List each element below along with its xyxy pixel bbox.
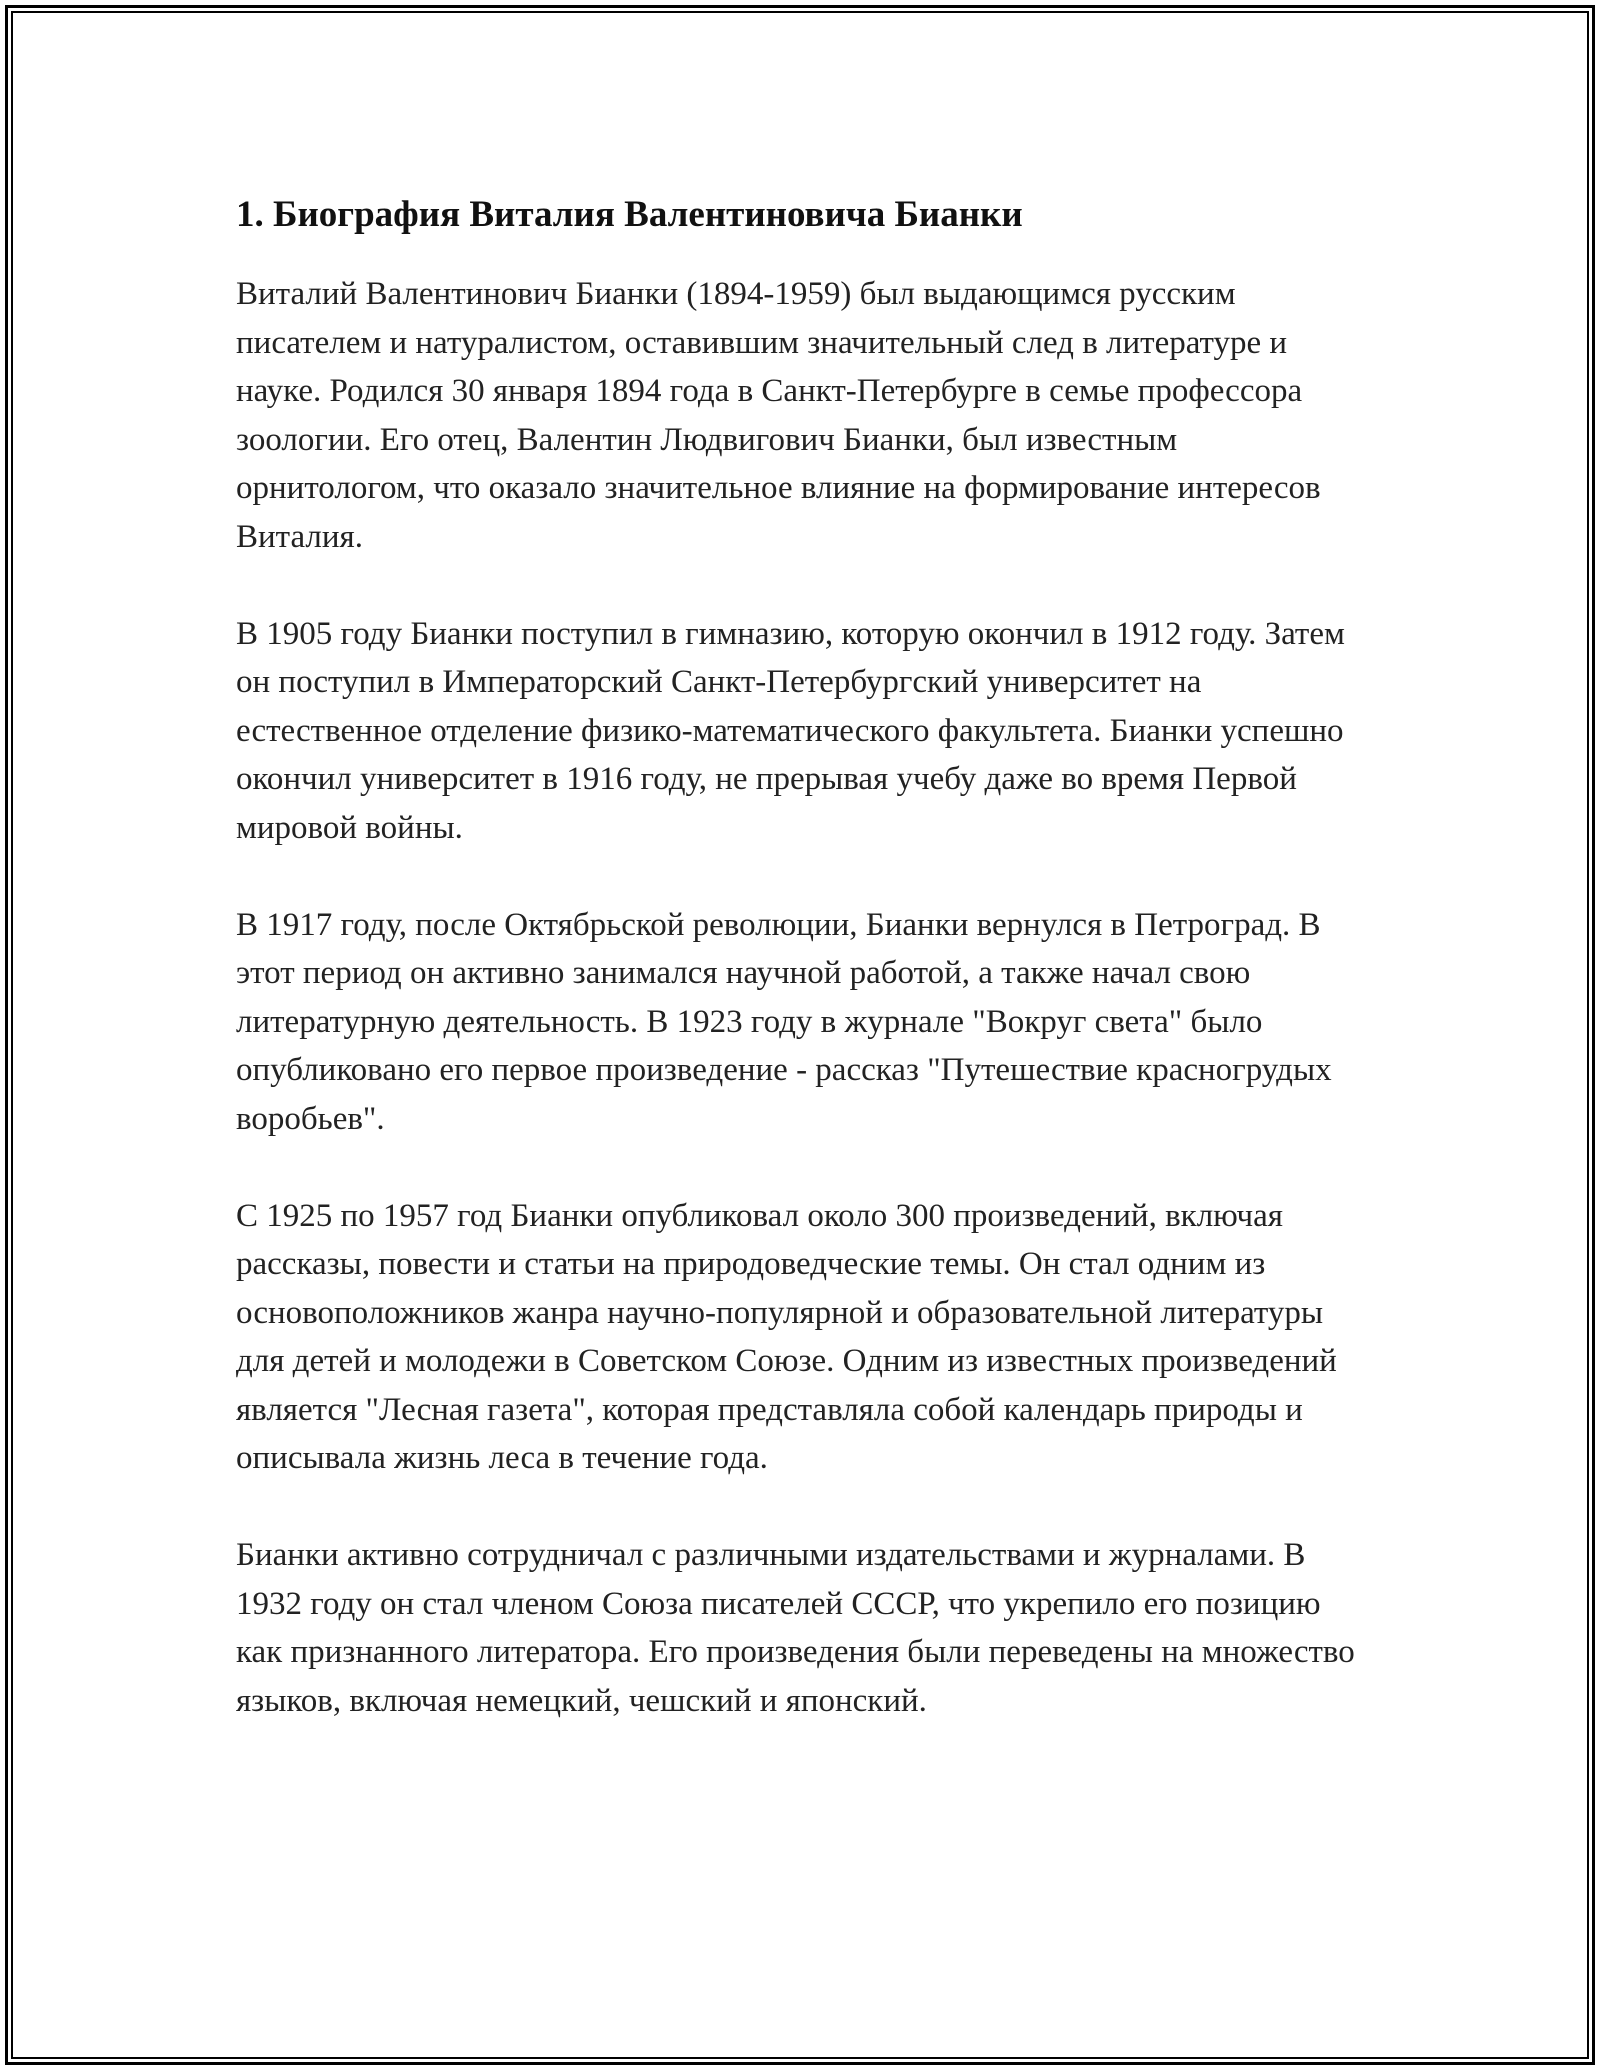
paragraph-recognition: Бианки активно сотрудничал с различными издательствами и журналами. В 1932 году он стал членом Союза писателей СССР, что укрепило его позицию как признанного литератора. Его произведения были переведены на множество языков, включая немецкий, чешский и японский. [236, 1537, 1355, 1719]
paragraph-education: В 1905 году Бианки поступил в гимназию, которую окончил в 1912 году. Затем он поступил в Императорский Санкт-Петербургский университет на естественное отделение физико-математического факультета. Бианки успешно окончил университет в 1916 году, не прерывая учебу даже во время Первой мировой войны. [236, 615, 1345, 846]
paragraph-early-career: В 1917 году, после Октябрьской революции, Бианки вернулся в Петроград. В этот период он активно занимался научной работой, а также начал свою литературную деятельность. В 1923 году в журнале "Вокруг света" было опубликовано его первое произведение - рассказ "Путешествие красногрудых воробьев". [236, 906, 1332, 1137]
paragraph-works: С 1925 по 1957 год Бианки опубликовал около 300 произведений, включая рассказы, повести и статьи на природоведческие темы. Он стал одним из основоположников жанра научно-популярной и образовательной литературы для детей и молодежи в Советском Союзе. Одним из известных произведений является "Лесная газета", которая представляла собой календарь природы и описывала жизнь леса в течение года. [236, 1197, 1337, 1476]
page-title: 1. Биография Виталия Валентиновича Бианки [236, 194, 1023, 235]
document-body [236, 186, 1366, 1774]
paragraph-birth: Виталий Валентинович Бианки (1894-1959) был выдающимся русским писателем и натуралистом, оставившим значительный след в литературе и науке. Родился 30 января 1894 года в Санкт-Петербурге в семье профессора зоологии. Его отец, Валентин Людвигович Бианки, был известным орнитологом, что оказало значительное влияние на формирование интересов Виталия. [236, 276, 1321, 555]
